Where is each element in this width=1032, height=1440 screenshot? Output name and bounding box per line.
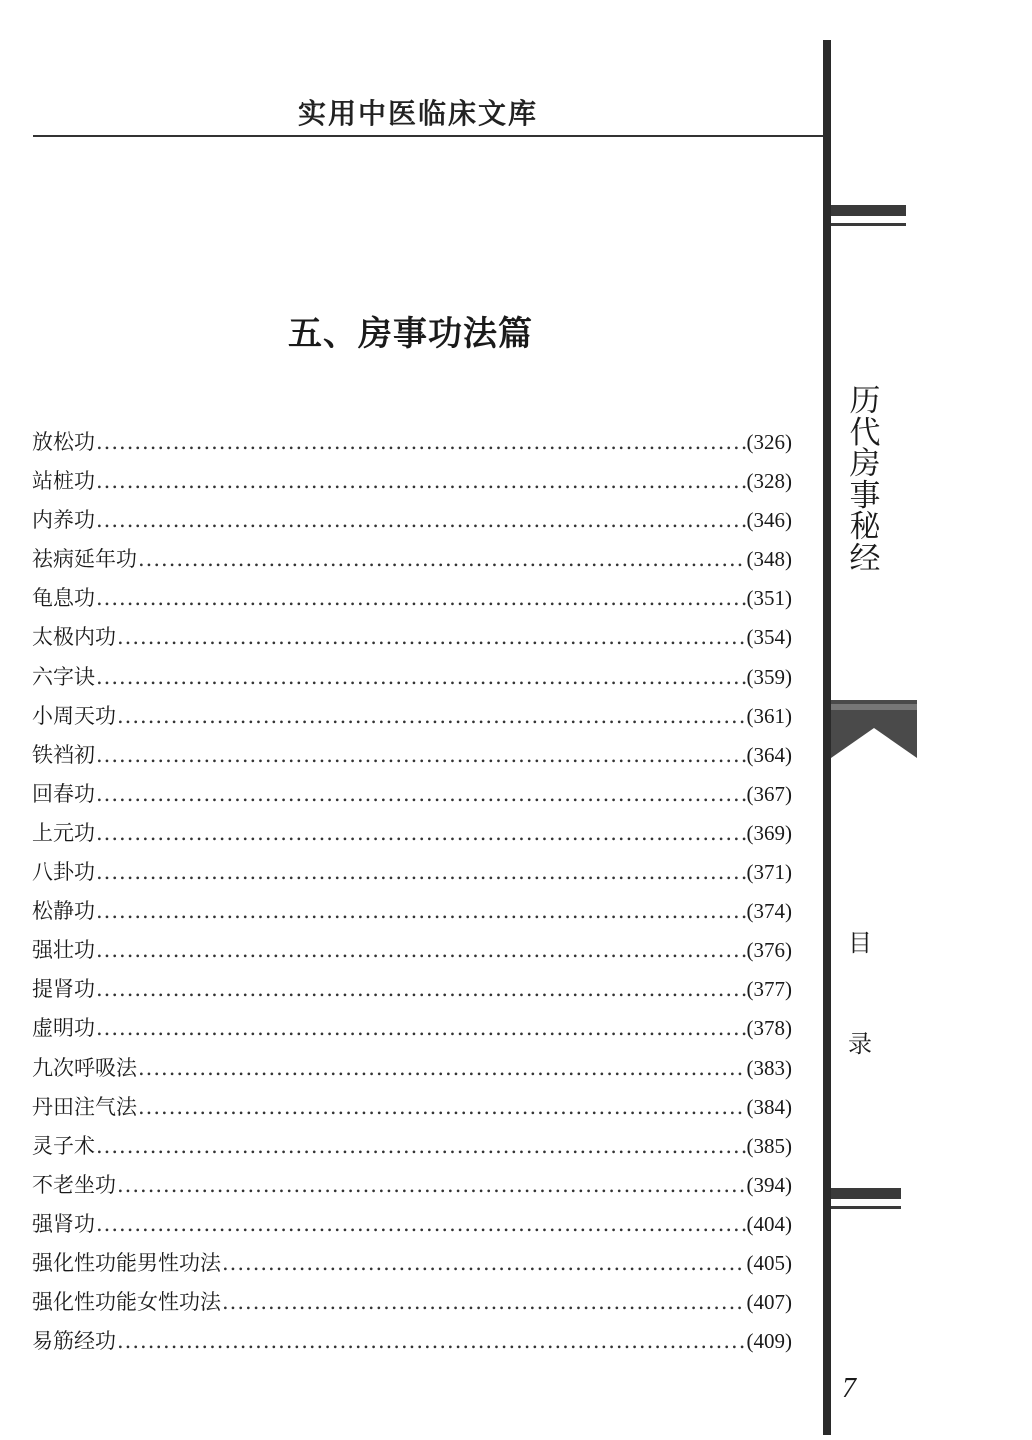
toc-dot-leader — [96, 462, 746, 501]
toc-entry-title: 强化性功能女性功法 — [32, 1290, 221, 1315]
series-title: 实用中医临床文库 — [298, 97, 539, 130]
toc-entry-page: (405) — [746, 1250, 792, 1275]
toc-entry-page: (346) — [746, 508, 792, 533]
toc-dot-leader — [117, 618, 746, 657]
toc-entry-title: 内养功 — [32, 508, 95, 533]
toc-entry-title: 龟息功 — [32, 586, 95, 611]
toc-dot-leader — [96, 853, 746, 892]
toc-dot-leader — [96, 501, 746, 540]
toc-dot-leader — [138, 540, 746, 579]
spine-line — [823, 40, 831, 1435]
toc-dot-leader — [117, 1166, 746, 1205]
toc-dot-leader — [96, 736, 746, 775]
toc-entry-page: (378) — [746, 1016, 792, 1041]
spine-decoration-bar-top — [831, 205, 906, 216]
toc-entry — [32, 970, 792, 1009]
toc-entry — [32, 501, 792, 540]
toc-entry-title: 提肾功 — [32, 977, 95, 1002]
toc-entry-page: (384) — [746, 1094, 792, 1119]
toc-dot-leader — [96, 1127, 746, 1166]
book-title-vertical: 历代房事秘经 — [849, 383, 881, 577]
spine-decoration-bar-bottom-thin — [831, 1206, 901, 1209]
toc-entry — [32, 1127, 792, 1166]
toc-entry — [32, 579, 792, 618]
toc-entry-page: (404) — [746, 1211, 792, 1236]
toc-entry-title: 六字诀 — [32, 664, 95, 689]
toc-entry-title: 松静功 — [32, 899, 95, 924]
toc-dot-leader — [117, 697, 746, 736]
toc-entry-page: (367) — [746, 781, 792, 806]
toc-label-lu: 录 — [848, 1030, 872, 1058]
toc-entry — [32, 814, 792, 853]
toc-entry-page: (361) — [746, 703, 792, 728]
toc-dot-leader — [222, 1244, 746, 1283]
toc-entry-title: 回春功 — [32, 781, 95, 806]
toc-entry — [32, 1322, 792, 1361]
toc-entry — [32, 775, 792, 814]
toc-entry-page: (369) — [746, 820, 792, 845]
toc-entry-title: 强壮功 — [32, 938, 95, 963]
toc-entry-page: (354) — [746, 625, 792, 650]
spine-chevron-ornament — [831, 700, 917, 762]
toc-entry-page: (359) — [746, 664, 792, 689]
toc-entry-page: (376) — [746, 938, 792, 963]
toc-entry-page: (407) — [746, 1290, 792, 1315]
toc-dot-leader — [96, 423, 746, 462]
toc-entry-page: (394) — [746, 1172, 792, 1197]
toc-entry-title: 不老坐功 — [32, 1172, 116, 1197]
toc-entry — [32, 1009, 792, 1048]
toc-entry-page: (377) — [746, 977, 792, 1002]
spine-decoration-bar-bottom — [831, 1188, 901, 1199]
toc-entry-page: (374) — [746, 899, 792, 924]
toc-entry — [32, 1244, 792, 1283]
toc-entry — [32, 892, 792, 931]
table-of-contents — [32, 423, 792, 1361]
toc-dot-leader — [96, 931, 746, 970]
toc-dot-leader — [96, 775, 746, 814]
toc-entry — [32, 540, 792, 579]
toc-entry — [32, 1283, 792, 1322]
toc-dot-leader — [117, 1322, 746, 1361]
toc-dot-leader — [96, 892, 746, 931]
toc-entry-title: 放松功 — [32, 430, 95, 454]
toc-entry-page: (351) — [746, 586, 792, 611]
toc-entry-page: (364) — [746, 742, 792, 767]
toc-dot-leader — [138, 1049, 746, 1088]
toc-entry-title: 上元功 — [32, 820, 95, 845]
toc-entry — [32, 1166, 792, 1205]
toc-dot-leader — [96, 814, 746, 853]
section-title: 五、房事功法篇 — [288, 314, 533, 354]
toc-entry — [32, 618, 792, 657]
toc-entry-title: 强化性功能男性功法 — [32, 1250, 221, 1275]
toc-entry-title: 九次呼吸法 — [32, 1055, 137, 1080]
toc-entry-page: (348) — [746, 547, 792, 572]
toc-entry — [32, 1088, 792, 1127]
toc-dot-leader — [96, 658, 746, 697]
toc-dot-leader — [222, 1283, 746, 1322]
toc-entry-title: 易筋经功 — [32, 1329, 116, 1354]
toc-entry-title: 小周天功 — [32, 703, 116, 728]
toc-entry-page: (409) — [746, 1329, 792, 1354]
toc-entry-title: 强肾功 — [32, 1211, 95, 1236]
toc-entry — [32, 462, 792, 501]
toc-entry — [32, 658, 792, 697]
toc-dot-leader — [96, 579, 746, 618]
toc-entry-title: 八卦功 — [32, 860, 95, 885]
toc-dot-leader — [96, 1205, 746, 1244]
toc-entry — [32, 1049, 792, 1088]
page-number: 7 — [842, 1373, 856, 1404]
toc-dot-leader — [138, 1088, 746, 1127]
toc-entry-title: 太极内功 — [32, 625, 116, 650]
toc-entry — [32, 1205, 792, 1244]
toc-entry — [32, 423, 792, 462]
toc-entry-page: (328) — [746, 469, 792, 494]
header-rule — [33, 135, 828, 137]
toc-entry-page: (383) — [746, 1055, 792, 1080]
toc-label-mu: 目 — [848, 929, 872, 957]
toc-entry-title: 虚明功 — [32, 1016, 95, 1041]
toc-entry-title: 灵子术 — [32, 1133, 95, 1158]
toc-entry — [32, 736, 792, 775]
toc-entry — [32, 853, 792, 892]
spine-decoration-bar-top-thin — [831, 223, 906, 226]
toc-entry-title: 祛病延年功 — [32, 547, 137, 572]
toc-entry-page: (385) — [746, 1133, 792, 1158]
toc-entry-page: (326) — [746, 430, 792, 454]
toc-entry — [32, 697, 792, 736]
toc-entry-title: 丹田注气法 — [32, 1094, 137, 1119]
toc-entry — [32, 931, 792, 970]
toc-entry-page: (371) — [746, 860, 792, 885]
toc-entry-title: 铁裆初 — [32, 742, 95, 767]
toc-entry-title: 站桩功 — [32, 469, 95, 494]
toc-dot-leader — [96, 1009, 746, 1048]
toc-dot-leader — [96, 970, 746, 1009]
